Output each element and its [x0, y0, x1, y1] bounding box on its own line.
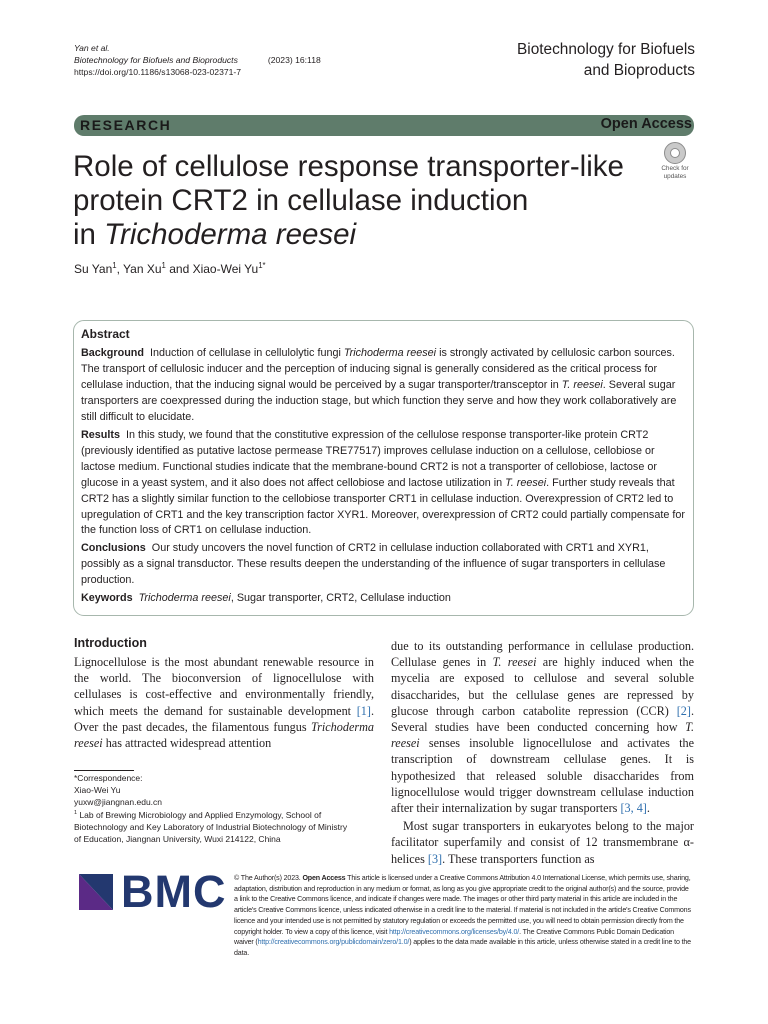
- open-access-label: Open Access: [600, 116, 692, 132]
- intro-right-species-1: T. reesei: [492, 655, 537, 670]
- header-year-volume: (2023) 16:118: [267, 55, 321, 66]
- introduction-heading: Introduction: [74, 636, 147, 650]
- title-line3-species: Trichoderma reesei: [104, 218, 357, 251]
- results-species: T. reesei: [505, 476, 547, 489]
- conclusions-label: Conclusions: [81, 542, 146, 554]
- abstract-results: [81, 428, 687, 539]
- author-list: [74, 262, 266, 276]
- abstract-heading: Abstract: [81, 327, 130, 341]
- intro-left-text-1: Lignocellulose is the most abundant renewable resource in the world. The bioconversion of lignocellulose with cellulases is cost-effective and environmentally friendly, which meets the demand for sustainable development: [74, 655, 374, 718]
- correspondence-label: *Correspondence:: [74, 773, 143, 783]
- affiliation-text: Lab of Brewing Microbiology and Applied Enzymology, School of Biotechnology and Key Laboratory of Industrial Biotechnology of Ministry of Education, Jiangnan University, Wuxi 214122, China: [74, 809, 348, 845]
- correspondence-name: Xiao-Wei Yu: [74, 785, 121, 796]
- background-species-1: Trichoderma reesei: [343, 347, 437, 359]
- background-text-1: Induction of cellulase in cellulolytic fungi: [150, 347, 344, 359]
- correspondence-email[interactable]: yuxw@jiangnan.edu.cn: [74, 797, 163, 808]
- intro-right-text-5: .: [646, 801, 650, 816]
- intro-right-text-1: due to its outstanding performance in cellulase production. Cellulase genes in: [391, 639, 694, 670]
- background-label: Background: [81, 347, 144, 359]
- check-for-updates-icon: [664, 142, 686, 164]
- license-open-access: Open Access: [302, 874, 346, 882]
- author-1: Su Yan: [74, 262, 113, 276]
- keyword-species: Trichoderma reesei: [138, 592, 231, 604]
- affiliation-number: 1: [74, 809, 78, 816]
- intro-right-text-3: . Several studies have been conducted concerning how: [391, 703, 694, 735]
- license-copyright: © The Author(s) 2023.: [234, 874, 303, 882]
- article-title: [73, 150, 653, 252]
- affiliation: [74, 809, 354, 846]
- title-line2: protein CRT2 in cellulase induction: [73, 184, 529, 217]
- intro-right-species-2: T. reesei: [391, 720, 694, 751]
- background-text-3: . Several sugar transporters are coexpressed during the induction stage, but which function they serve and how they work collaboratively are still difficult to elucidate.: [81, 378, 677, 423]
- journal-name-line1: Biotechnology for Biofuels: [517, 41, 695, 58]
- keywords-label: Keywords: [81, 592, 133, 604]
- title-line3-prefix: in: [73, 218, 105, 251]
- citation-link-2[interactable]: [2]: [676, 703, 691, 718]
- results-text-2: . Further study reveals that CRT2 has a slightly similar function to the cellobiose transporter CRT1 in cellulase induction. Overexpression of CRT2 led to upregulation of CRT1 and the key transcription factor XYR1. Moreover, overexpression of CRT2 could partially compensate for the function loss of CRT1 on cellulase induction.: [81, 476, 685, 537]
- intro-right-paragraph-1: [391, 638, 694, 816]
- abstract-keywords: [81, 591, 687, 607]
- article-type-label: RESEARCH: [80, 117, 172, 133]
- license-text-3: ) applies to the data made available in this article, unless otherwise stated in a credit line to the data.: [234, 938, 691, 957]
- results-label: Results: [81, 429, 121, 441]
- check-for-updates-badge[interactable]: [654, 142, 696, 180]
- intro-left-column: [74, 654, 374, 751]
- author-3-affil: 1*: [258, 261, 266, 270]
- bmc-logo-icon: [79, 874, 113, 910]
- license-text-1: This article is licensed under a Creative Commons Attribution 4.0 International License, which permits use, sharing, adaptation, distribution and reproduction in any medium or format, as long as you give appropriate credit to the original author(s) and the source, provide a link to the Creative Commons licence, and indicate if changes were made. The images or other third party material in this article are included in the article's Creative Commons licence, unless indicated otherwise in a credit line to the material. If material is not included in the article's Creative Commons licence and your intended use is not permitted by statutory regulation or exceeds the permitted use, you will need to obtain permission directly from the copyright holder. To view a copy of this licence, visit: [234, 874, 691, 936]
- intro-right-text-4: senses insoluble lignocellulose and activates the transcription of downstream cellulase genes. It is hypothesized that released soluble disaccharides from lignocellulose would trigger downstream cellulase induction after their internalization by sugar transporters: [391, 736, 694, 816]
- footnote-rule: [74, 770, 134, 771]
- correspondence-footnote: [74, 772, 354, 845]
- header-journal: Biotechnology for Biofuels and Bioproducts: [74, 55, 238, 66]
- intro-right-text-2: are highly induced when the mycelia are exposed to cellulose and several soluble disaccharides, but the cellulase genes are repressed by glucose through carbon catabolite repression (CCR): [391, 655, 694, 718]
- abstract-conclusions: [81, 541, 687, 589]
- journal-name: [445, 40, 695, 81]
- background-text-2: is strongly activated by cellulosic carbon sources. The transport of cellulosic inducer and the perception of inducing signal is generally considered as the critical process for cellulase induction, that the inducing signal would be perceived by a sugar transporter/transceptor in: [81, 347, 675, 391]
- intro-left-species: Trichoderma reesei: [74, 719, 374, 751]
- license-link-cc0[interactable]: http://creativecommons.org/publicdomain/zero/1.0/: [257, 938, 410, 947]
- results-text-1: In this study, we found that the constitutive expression of the cellulose response transporter-like protein CRT2 (previously identified as putative lactose permease TRE77517) improves cellulase induction on a cellulose, cellobiose or lactose medium. Functional studies indicate that the membrane-bound CRT2 is not a transporter of cellobiose, lactose or glucose in a yeast system, and it also does not affect cellobiose and lactose utilization in: [81, 429, 657, 489]
- citation-link-1[interactable]: [1]: [356, 703, 371, 718]
- bmc-logo-text: BMC: [121, 866, 227, 917]
- conclusions-text: Our study uncovers the novel function of CRT2 in cellulase induction collaborated with CRT1 and XYR1, possibly as a signal transductor. These results deepen the understanding of the influence of sugar transporters in cellulase production.: [81, 542, 666, 586]
- license-link-cc-by[interactable]: http://creativecommons.org/licenses/by/4.0/: [389, 927, 520, 936]
- citation-link-3[interactable]: [3, 4]: [620, 801, 647, 816]
- running-header: [74, 42, 321, 79]
- intro-left-text-2: . Over the past decades, the filamentous fungus: [74, 703, 374, 734]
- intro-left-text-3: has attracted widespread attention: [102, 736, 272, 751]
- title-line1: Role of cellulose response transporter-like: [73, 150, 624, 183]
- intro-right-p2-text-1: Most sugar transporters in eukaryotes belong to the major facilitator superfamily and consist of 12 transmembrane α-helices: [391, 819, 694, 866]
- intro-right-paragraph-2: [391, 818, 694, 867]
- intro-right-p2-text-2: . These transporters function as: [442, 851, 595, 866]
- citation-link-4[interactable]: [3]: [427, 851, 443, 866]
- header-doi[interactable]: https://doi.org/10.1186/s13068-023-02371-7: [74, 67, 242, 78]
- abstract-background: [81, 346, 687, 426]
- license-text-2: . The Creative Commons Public Domain Dedication waiver (: [234, 927, 674, 947]
- intro-right-column: [391, 638, 694, 867]
- journal-name-line2: and Bioproducts: [583, 61, 695, 79]
- license-notice: [234, 873, 694, 959]
- check-updates-line1: Check for: [661, 165, 689, 172]
- check-updates-line2: updates: [663, 173, 687, 180]
- author-3: and Xiao-Wei Yu: [165, 262, 259, 276]
- author-2-affil: 1: [161, 261, 166, 270]
- keywords-text: , Sugar transporter, CRT2, Cellulase induction: [230, 592, 451, 604]
- background-species-2: T. reesei: [561, 378, 603, 391]
- author-1-affil: 1: [112, 261, 117, 270]
- author-2: , Yan Xu: [116, 262, 162, 276]
- header-authors: Yan et al.: [74, 43, 110, 53]
